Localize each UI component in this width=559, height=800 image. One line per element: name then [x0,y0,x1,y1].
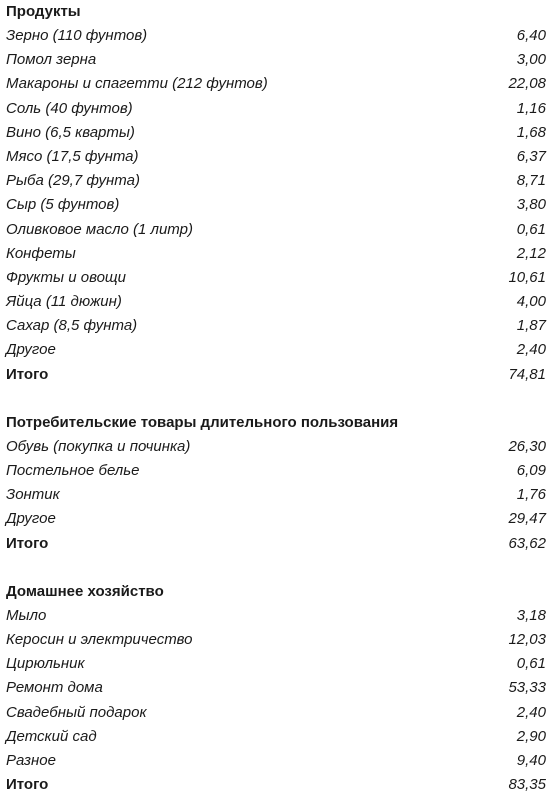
item-value: 0,61 [516,220,546,238]
total-value: 63,62 [508,534,546,552]
item-label: Мясо (17,5 фунта) [6,147,139,165]
item-value: 6,37 [516,147,546,165]
item-value: 1,16 [516,99,546,117]
list-item [6,145,546,169]
total-value: 83,35 [508,776,546,794]
list-item [6,97,546,121]
item-label: Сахар (8,5 фунта) [6,317,138,335]
section-title: Потребительские товары длительного пользования [6,413,399,431]
item-value: 0,61 [516,655,546,673]
item-label: Ремонт дома [6,679,103,697]
item-label: Свадебный подарок [6,703,147,721]
list-item [6,121,546,145]
item-value: 29,47 [508,510,546,528]
item-value: 53,33 [508,679,546,697]
item-label: Цирюльник [6,655,85,673]
section-food [6,0,546,387]
item-label: Керосин и электричество [6,630,193,648]
expense-document [6,0,546,797]
item-value: 10,61 [508,268,546,286]
item-label: Зонтик [6,486,60,504]
item-label: Разное [6,751,56,769]
item-label: Обувь (покупка и починка) [6,437,191,455]
item-value: 6,40 [516,27,546,44]
total-row [6,363,546,387]
item-label: Соль (40 фунтов) [6,99,133,117]
item-label: Макароны и спагетти (212 фунтов) [6,75,268,93]
item-label: Помол зерна [6,51,97,69]
section-household [6,580,546,798]
total-row [6,532,546,556]
list-item [6,24,546,48]
item-value: 2,90 [516,727,546,745]
list-item [6,218,546,242]
item-label: Фрукты и овощи [6,268,127,286]
list-item [6,628,546,652]
item-value: 4,00 [516,293,546,311]
item-value: 9,40 [516,751,546,769]
total-label: Итого [6,534,49,552]
item-label: Зерно (110 фунтов) [6,27,148,44]
list-item [6,338,546,362]
item-label: Яйца (11 дюжин) [6,293,122,311]
item-label: Вино (6,5 кварты) [6,123,135,141]
item-value: 2,40 [516,341,546,359]
item-label: Другое [6,341,56,359]
section-title: Продукты [6,3,81,20]
list-item [6,652,546,676]
list-item [6,749,546,773]
item-value: 1,76 [516,486,546,504]
list-item [6,72,546,96]
section-durable-goods [6,411,546,556]
list-item [6,193,546,217]
list-item [6,169,546,193]
list-item [6,459,546,483]
list-item [6,242,546,266]
item-label: Детский сад [6,727,97,745]
total-value: 74,81 [508,365,546,383]
item-value: 3,18 [516,606,546,624]
list-item [6,314,546,338]
list-item [6,604,546,628]
list-item [6,483,546,507]
item-label: Сыр (5 фунтов) [6,196,120,214]
section-spacer [6,556,546,580]
list-item [6,725,546,749]
list-item [6,435,546,459]
list-item [6,48,546,72]
item-value: 3,80 [516,196,546,214]
item-label: Рыба (29,7 фунта) [6,172,140,190]
list-item [6,676,546,700]
item-value: 2,12 [516,244,546,262]
item-label: Мыло [6,606,47,624]
list-item [6,266,546,290]
list-item [6,507,546,531]
item-value: 3,00 [516,51,546,69]
item-value: 12,03 [508,630,546,648]
item-label: Оливковое масло (1 литр) [6,220,193,238]
section-spacer [6,387,546,411]
item-value: 6,09 [516,462,546,479]
item-value: 2,40 [516,703,546,721]
item-label: Постельное белье [6,462,140,479]
item-value: 26,30 [508,437,546,455]
item-value: 1,87 [516,317,546,335]
total-label: Итого [6,365,49,383]
total-label: Итого [6,776,49,794]
item-value: 22,08 [508,75,546,93]
item-value: 1,68 [516,123,546,141]
item-value: 8,71 [516,172,546,190]
list-item [6,290,546,314]
section-title: Домашнее хозяйство [6,582,164,600]
list-item [6,701,546,725]
item-label: Другое [6,510,56,528]
item-label: Конфеты [6,244,76,262]
total-row [6,773,546,797]
